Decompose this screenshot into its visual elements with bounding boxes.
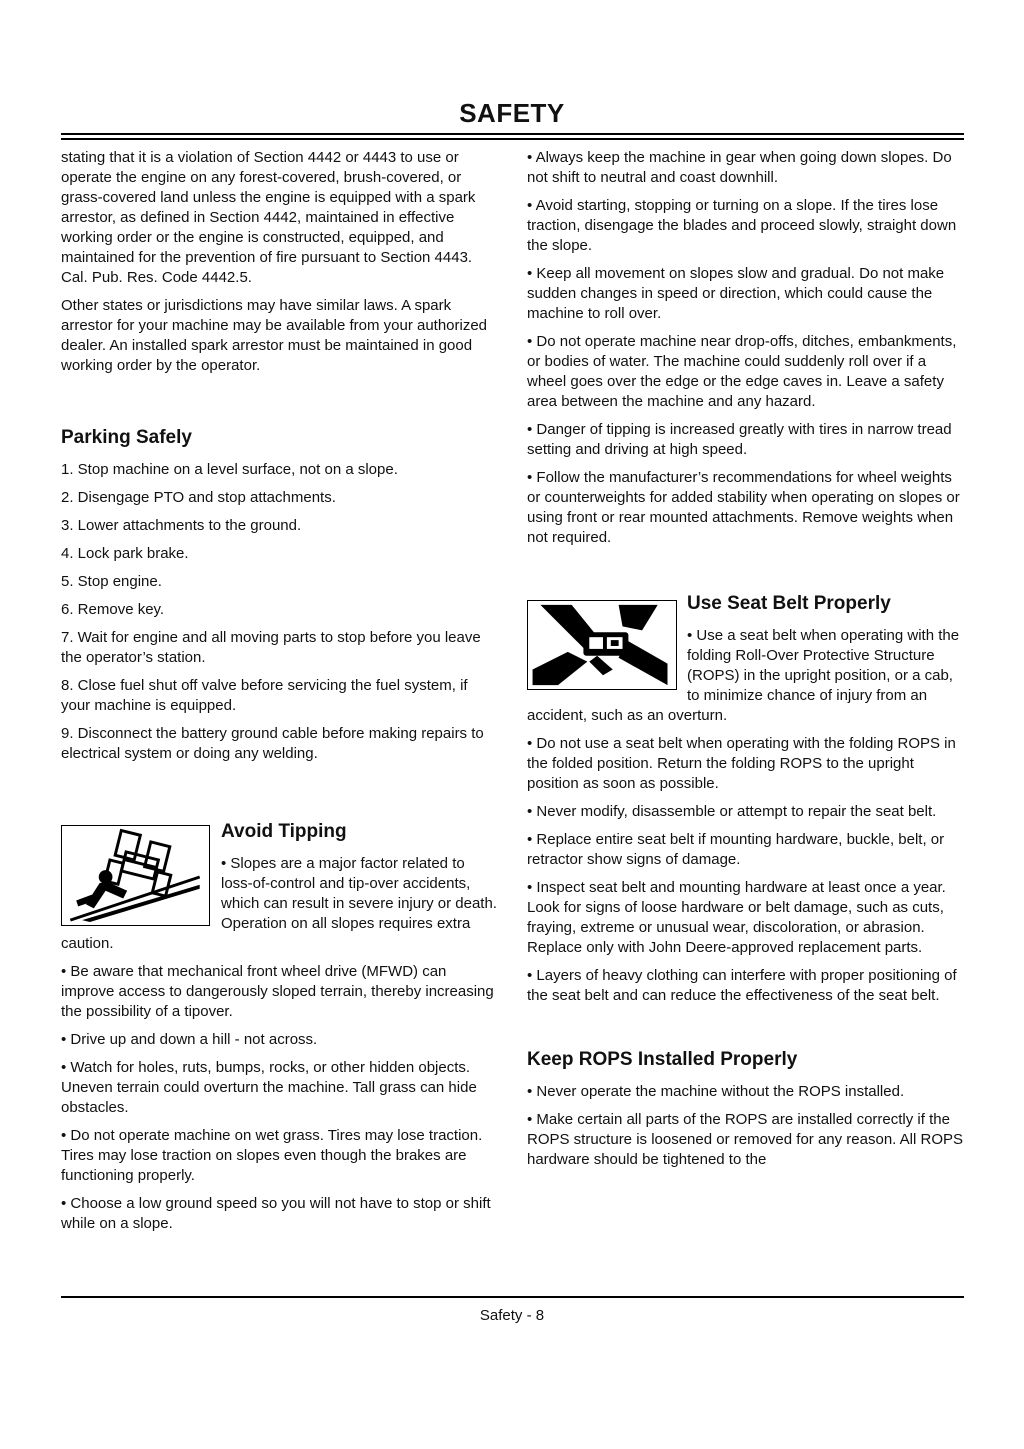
slope-bullet: • Follow the manufacturer’s recommendations for wheel weights or counterweights for added stability when operating on slopes or using front or rear mounted attachments. Remove weights when not required. <box>527 469 960 546</box>
spark-arrestor-law-paragraph: stating that it is a violation of Section 4442 or 4443 to use or operate the engine on any forest-covered, brush-covered, or grass-covered land unless the engine is equipped with a spark arrestor, as defined in Section 4442, maintained in effective working order or the engine is constructed, equipped, and maintained for the prevention of fire pursuant to Section 4443. Cal. Pub. Res. Code 4442.5. <box>61 149 476 286</box>
parking-step: 5. Stop engine. <box>61 573 162 590</box>
parking-safely-heading: Parking Safely <box>61 427 192 448</box>
avoid-tipping-heading: Avoid Tipping <box>221 821 347 842</box>
seat-belt-bullet: • Layers of heavy clothing can interfere with proper positioning of the seat belt and can reduce the effectiveness of the seat belt. <box>527 967 957 1004</box>
tipping-bullet: • Slopes are a major factor related to loss-of-control and tip-over accidents, which can result in severe injury or death. Operation on all slopes requires extra caution. <box>61 855 497 952</box>
rops-bullet: • Make certain all parts of the ROPS are installed correctly if the ROPS structure is loosened or removed for any reason. All ROPS hardware should be tightened to the <box>527 1111 964 1168</box>
slope-bullet: • Avoid starting, stopping or turning on a slope. If the tires lose traction, disengage the blades and proceed slowly, straight down the slope. <box>527 197 957 254</box>
footer-rule <box>61 1296 964 1298</box>
slope-bullet: • Danger of tipping is increased greatly with tires in narrow tread setting and driving at high speed. <box>527 421 952 458</box>
right-column <box>527 148 964 1178</box>
parking-step: 9. Disconnect the battery ground cable before making repairs to electrical system or doing any welding. <box>61 725 484 762</box>
tipping-bullet: • Choose a low ground speed so you will not have to stop or shift while on a slope. <box>61 1195 491 1232</box>
tipping-bullet: • Be aware that mechanical front wheel drive (MFWD) can improve access to dangerously sloped terrain, thereby increasing the possibility of a tipover. <box>61 963 494 1020</box>
parking-step: 2. Disengage PTO and stop attachments. <box>61 489 336 506</box>
slope-bullet: • Keep all movement on slopes slow and gradual. Do not make sudden changes in speed or direction, which could cause the machine to roll over. <box>527 265 945 322</box>
seat-belt-bullet: • Inspect seat belt and mounting hardware at least once a year. Look for signs of loose hardware or belt damage, such as cuts, fraying, extreme or unusual wear, discoloration, or abrasion. Replace only with John Deere-approved replacement parts. <box>527 879 946 956</box>
other-jurisdictions-paragraph: Other states or jurisdictions may have similar laws. A spark arrestor for your machine may be available from your authorized dealer. An installed spark arrestor must be maintained in good working order by the operator. <box>61 297 488 374</box>
seat-belt-bullet: • Never modify, disassemble or attempt to repair the seat belt. <box>527 803 937 820</box>
header-rule <box>61 133 964 135</box>
parking-step: 8. Close fuel shut off valve before servicing the fuel system, if your machine is equipped. <box>61 677 468 714</box>
slope-bullet: • Always keep the machine in gear when going down slopes. Do not shift to neutral and coast downhill. <box>527 149 952 186</box>
tipover-hazard-icon <box>61 825 210 926</box>
page-title: SAFETY <box>459 98 565 128</box>
header-rule-double <box>61 138 964 140</box>
seat-belt-heading: Use Seat Belt Properly <box>687 593 891 614</box>
seat-belt-icon <box>527 600 677 690</box>
slope-bullet: • Do not operate machine near drop-offs, ditches, embankments, or bodies of water. The machine could suddenly roll over if a wheel goes over the edge or the edge caves in. Leave a safety area between the machine and any hazard. <box>527 333 957 410</box>
seat-belt-bullet: • Use a seat belt when operating with the folding Roll-Over Protective Structure (ROPS) in the upright position, or a cab, to minimize chance of injury from an accident, such as an overturn. <box>527 627 960 724</box>
page-number: Safety - 8 <box>479 1307 545 1324</box>
keep-rops-heading: Keep ROPS Installed Properly <box>527 1049 798 1070</box>
parking-step: 1. Stop machine on a level surface, not on a slope. <box>61 461 398 478</box>
seat-belt-bullet: • Do not use a seat belt when operating with the folding ROPS in the folded position. Return the folding ROPS to the upright position as soon as possible. <box>527 735 956 792</box>
tipping-bullet: • Drive up and down a hill - not across. <box>61 1031 318 1048</box>
seat-belt-bullet: • Replace entire seat belt if mounting hardware, buckle, belt, or retractor show signs of damage. <box>527 831 945 868</box>
parking-step: 3. Lower attachments to the ground. <box>61 517 302 534</box>
parking-step: 6. Remove key. <box>61 601 165 618</box>
tipping-bullet: • Do not operate machine on wet grass. Tires may lose traction. Tires may lose traction on slopes even though the brakes are functioning properly. <box>61 1127 483 1184</box>
rops-bullet: • Never operate the machine without the ROPS installed. <box>527 1083 905 1100</box>
parking-step: 4. Lock park brake. <box>61 545 189 562</box>
left-column <box>61 148 497 1242</box>
tipping-bullet: • Watch for holes, ruts, bumps, rocks, or other hidden objects. Uneven terrain could overturn the machine. Tall grass can hide obstacles. <box>61 1059 477 1116</box>
parking-step: 7. Wait for engine and all moving parts to stop before you leave the operator’s station. <box>61 629 481 666</box>
